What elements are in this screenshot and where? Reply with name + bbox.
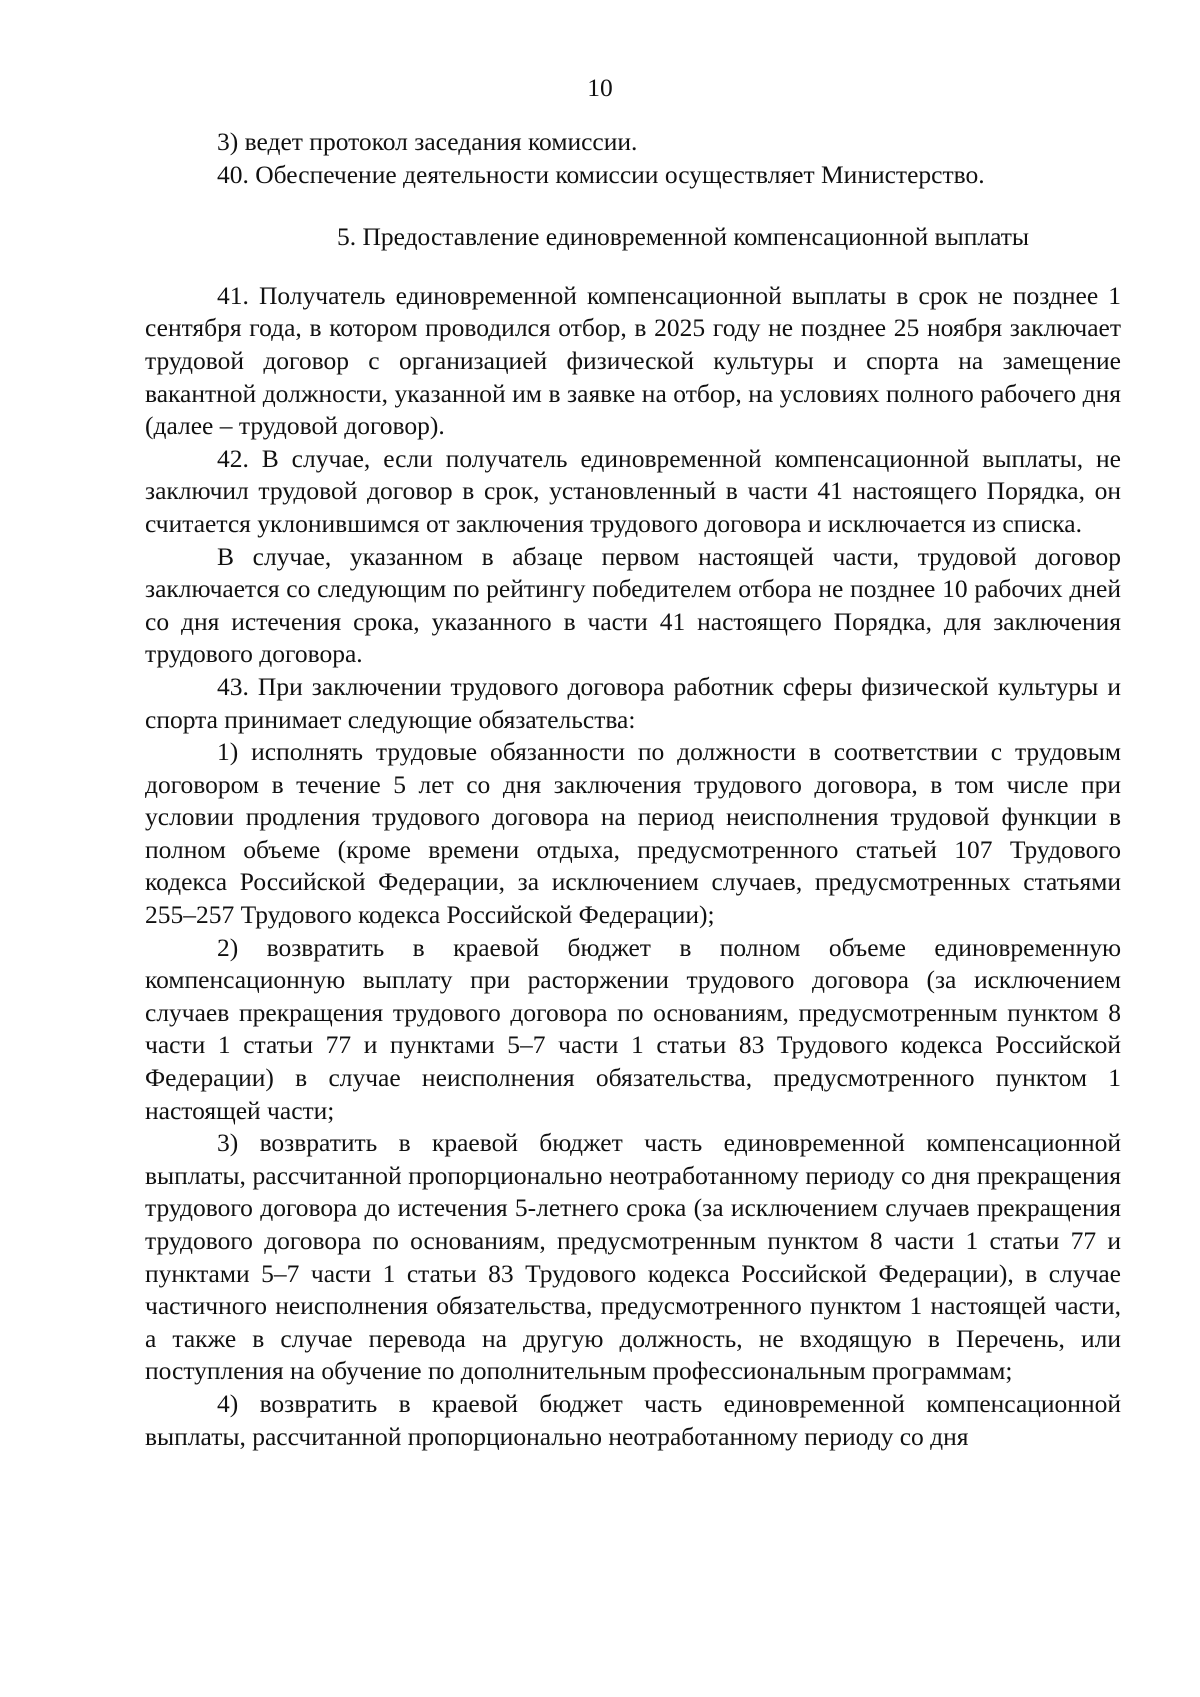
paragraph-43-item-2: 2) возвратить в краевой бюджет в полном объеме единовременную компенсационную выплату при расторжении трудового договора (за исключением случаев прекращения трудового договора по основаниям, предусмотренным пунктом 8 части 1 статьи 77 и пунктами 5–7 части 1 статьи 83 Трудового кодекса Российской Федерации) в случае неисполнения обязательства, предусмотренного пунктом 1 настоящей части; [145,932,1121,1125]
section-heading: 5. Предоставление единовременной компенсационной выплаты [336,222,1030,252]
paragraph-42-second: В случае, указанном в абзаце первом настоящей части, трудовой договор заключается со следующим по рейтингу победителем отбора не позднее 10 рабочих дней со дня истечения срока, указанного в части 41 настоящего Порядка, для заключения трудового договора. [145,541,1121,669]
paragraph-43: 43. При заключении трудового договора работник сферы физической культуры и спорта принимает следующие обязательства: [145,671,1121,734]
paragraph-42: 42. В случае, если получатель единовременной компенсационной выплаты, не заключил трудовой договор в срок, установленный в части 41 настоящего Порядка, он считается уклонившимся от заключения трудового договора и исключается из списка. [145,443,1121,538]
paragraph-43-item-4: 4) возвратить в краевой бюджет часть единовременной компенсационной выплаты, рассчитанной пропорционально неотработанному периоду со дня [145,1388,1121,1451]
paragraph-41: 41. Получатель единовременной компенсационной выплаты в срок не позднее 1 сентября года, в котором проводился отбор, в 2025 году не позднее 25 ноября заключает трудовой договор с организацией физической культуры и спорта на замещение вакантной должности, указанной им в заявке на отбор, на условиях полного рабочего дня (далее – трудовой договор). [145,280,1121,441]
document-body [145,126,1121,1453]
paragraph-40: 40. Обеспечение деятельности комиссии осуществляет Министерство. [217,159,985,189]
paragraph-43-item-3: 3) возвратить в краевой бюджет часть единовременной компенсационной выплаты, рассчитанной пропорционально неотработанному периоду со дня прекращения трудового договора до истечения 5-летнего срока (за исключением случаев прекращения трудового договора по основаниям, предусмотренным пунктом 8 части 1 статьи 77 и пунктами 5–7 части 1 статьи 83 Трудового кодекса Российской Федерации), в случае частичного неисполнения обязательства, предусмотренного пунктом 1 настоящей части, а также в случае перевода на другую должность, не входящую в Перечень, или поступления на обучение по дополнительным профессиональным программам; [145,1128,1121,1386]
page-number: 10 [587,73,613,102]
paragraph-item-3-protocol: 3) ведет протокол заседания комиссии. [217,127,638,156]
paragraph-43-item-1: 1) исполнять трудовые обязанности по должности в соответствии с трудовым договором в течение 5 лет со дня заключения трудового договора, в том числе при условии продления трудового договора на период неисполнения трудовой функции в полном объеме (кроме времени отдыха, предусмотренного статьей 107 Трудового кодекса Российской Федерации, за исключением случаев, предусмотренных статьями 255–257 Трудового кодекса Российской Федерации); [145,737,1121,930]
